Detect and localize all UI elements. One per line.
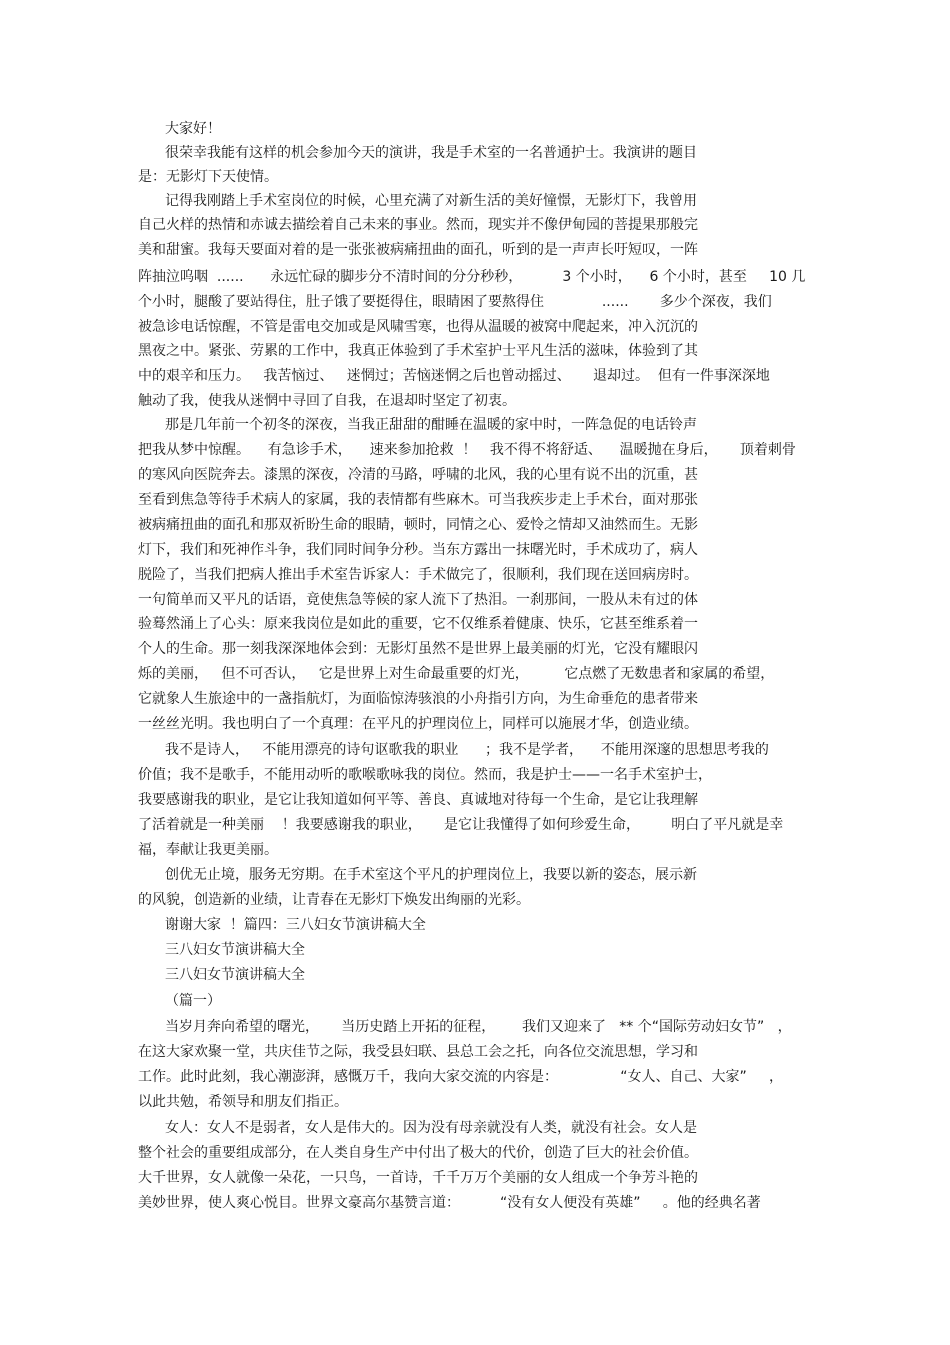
text-line: 灯下，我们和死神作斗争，我们同时间争分秒。当东方露出一抹曙光时，手术成功了，病人 [138, 542, 698, 558]
text-line: 了活着就是一种美丽 ！我要感谢我的职业， 是它让我懂得了如何珍爱生命， 明白了平凡就是幸 [138, 817, 784, 833]
text-line: （篇一） [165, 993, 221, 1009]
text-line: 被急诊电话惊醒，不管是雷电交加或是风啸雪寒，也得从温暖的被窝中爬起来，冲入沉沉的 [138, 319, 698, 335]
text-line: 它就象人生旅途中的一盏指航灯，为面临惊涛骇浪的小舟指引方向，为生命垂危的患者带来 [138, 691, 698, 707]
text-line: 脱险了，当我们把病人推出手术室告诉家人：手术做完了，很顺利，我们现在送回病房时。 [138, 567, 698, 583]
text-line: 一丝丝光明。我也明白了一个真理：在平凡的护理岗位上，同样可以施展才华，创造业绩。 [138, 716, 698, 732]
text-line: 的风貌，创造新的业绩，让青春在无影灯下焕发出绚丽的光彩。 [138, 892, 530, 908]
text-line: 美妙世界，使人爽心悦目。世界文豪高尔基赞言道： “没有女人便没有英雄” 。他的经典名著 [138, 1195, 761, 1211]
text-line: 当岁月奔向希望的曙光， 当历史踏上开拓的征程， 我们又迎来了 ** 个“国际劳动妇女节” ， [165, 1019, 792, 1035]
text-line: 大千世界，女人就像一朵花，一只鸟，一首诗，千千万万个美丽的女人组成一个争芳斗艳的 [138, 1170, 698, 1186]
text-line: 创优无止境，服务无穷期。在手术室这个平凡的护理岗位上，我要以新的姿态，展示新 [165, 867, 697, 883]
text-line: 整个社会的重要组成部分，在人类自身生产中付出了极大的代价，创造了巨大的社会价值。 [138, 1145, 698, 1161]
text-line: 黑夜之中。紧张、劳累的工作中，我真正体验到了手术室护士平凡生活的滋味，体验到了其 [138, 343, 698, 359]
text-line: 我不是诗人， 不能用漂亮的诗句讴歌我的职业 ；我不是学者， 不能用深邃的思想思考我的 [165, 742, 769, 758]
text-line: 谢谢大家 ！篇四：三八妇女节演讲稿大全 [165, 917, 426, 933]
text-line: 触动了我，使我从迷惘中寻回了自我，在退却时坚定了初衷。 [138, 393, 516, 409]
text-line: 是：无影灯下天使情。 [138, 169, 278, 185]
text-line: 我要感谢我的职业，是它让我知道如何平等、善良、真诚地对待每一个生命，是它让我理解 [138, 792, 698, 808]
text-line: 个小时，腿酸了要站得住，肚子饿了要挺得住，眼睛困了要熬得住 ...... 多少个深夜，我们 [138, 294, 772, 310]
text-line: 中的艰辛和压力。 我苦恼过、 迷惘过；苦恼迷惘之后也曾动摇过、 退却过。 但有一件事深深地 [138, 368, 770, 384]
text-line: 把我从梦中惊醒。 有急诊手术， 速来参加抢救 ！ 我不得不将舒适、 温暖抛在身后， 顶着刺骨 [138, 442, 796, 458]
text-line: 至看到焦急等待手术病人的家属，我的表情都有些麻木。可当我疾步走上手术台，面对那张 [138, 492, 698, 508]
text-line: 女人：女人不是弱者，女人是伟大的。因为没有母亲就没有人类，就没有社会。女人是 [165, 1120, 697, 1136]
text-line: 记得我刚踏上手术室岗位的时候，心里充满了对新生活的美好憧憬，无影灯下，我曾用 [165, 193, 697, 209]
text-line: 的寒风向医院奔去。漆黑的深夜，冷清的马路，呼啸的北风，我的心里有说不出的沉重，甚 [138, 467, 698, 483]
text-line: 一句简单而又平凡的话语，竟使焦急等候的家人流下了热泪。一刹那间，一股从未有过的体 [138, 592, 698, 608]
text-line: 三八妇女节演讲稿大全 [165, 967, 305, 983]
text-line: 很荣幸我能有这样的机会参加今天的演讲，我是手术室的一名普通护士。我演讲的题目 [165, 145, 697, 161]
text-line: 在这大家欢聚一堂，共庆佳节之际，我受县妇联、县总工会之托，向各位交流思想，学习和 [138, 1044, 698, 1060]
text-line: 阵抽泣呜咽 ...... 永远忙碌的脚步分不清时间的分分秒秒， 3 个小时， 6 个小时，甚至 10 几 [138, 269, 806, 285]
text-line: 大家好！ [165, 121, 221, 137]
text-line: 自己火样的热情和赤诚去描绘着自己未来的事业。然而，现实并不像伊甸园的菩提果那般完 [138, 217, 698, 233]
text-line: 那是几年前一个初冬的深夜，当我正甜甜的酣睡在温暖的家中时，一阵急促的电话铃声 [165, 417, 697, 433]
text-line: 三八妇女节演讲稿大全 [165, 942, 305, 958]
text-line: 验蓦然涌上了心头：原来我岗位是如此的重要，它不仅维系着健康、快乐，它甚至维系着一 [138, 616, 698, 632]
text-line: 美和甜蜜。我每天要面对着的是一张张被病痛扭曲的面孔，听到的是一声声长吁短叹，一阵 [138, 242, 698, 258]
text-line: 价值；我不是歌手，不能用动听的歌喉歌咏我的岗位。然而，我是护士——一名手术室护士， [138, 767, 712, 783]
text-line: 被病痛扭曲的面孔和那双祈盼生命的眼睛，顿时，同情之心、爱怜之情却又油然而生。无影 [138, 517, 698, 533]
text-line: 以此共勉，希领导和朋友们指正。 [138, 1094, 348, 1110]
text-line: 烁的美丽， 但不可否认， 它是世界上对生命最重要的灯光， 它点燃了无数患者和家属的希望， [138, 666, 775, 682]
text-line: 工作。此时此刻，我心潮澎湃，感慨万千，我向大家交流的内容是： “女人、自己、大家” ， [138, 1069, 784, 1085]
text-line: 个人的生命。那一刻我深深地体会到：无影灯虽然不是世界上最美丽的灯光，它没有耀眼闪 [138, 641, 698, 657]
text-line: 福，奉献让我更美丽。 [138, 842, 278, 858]
